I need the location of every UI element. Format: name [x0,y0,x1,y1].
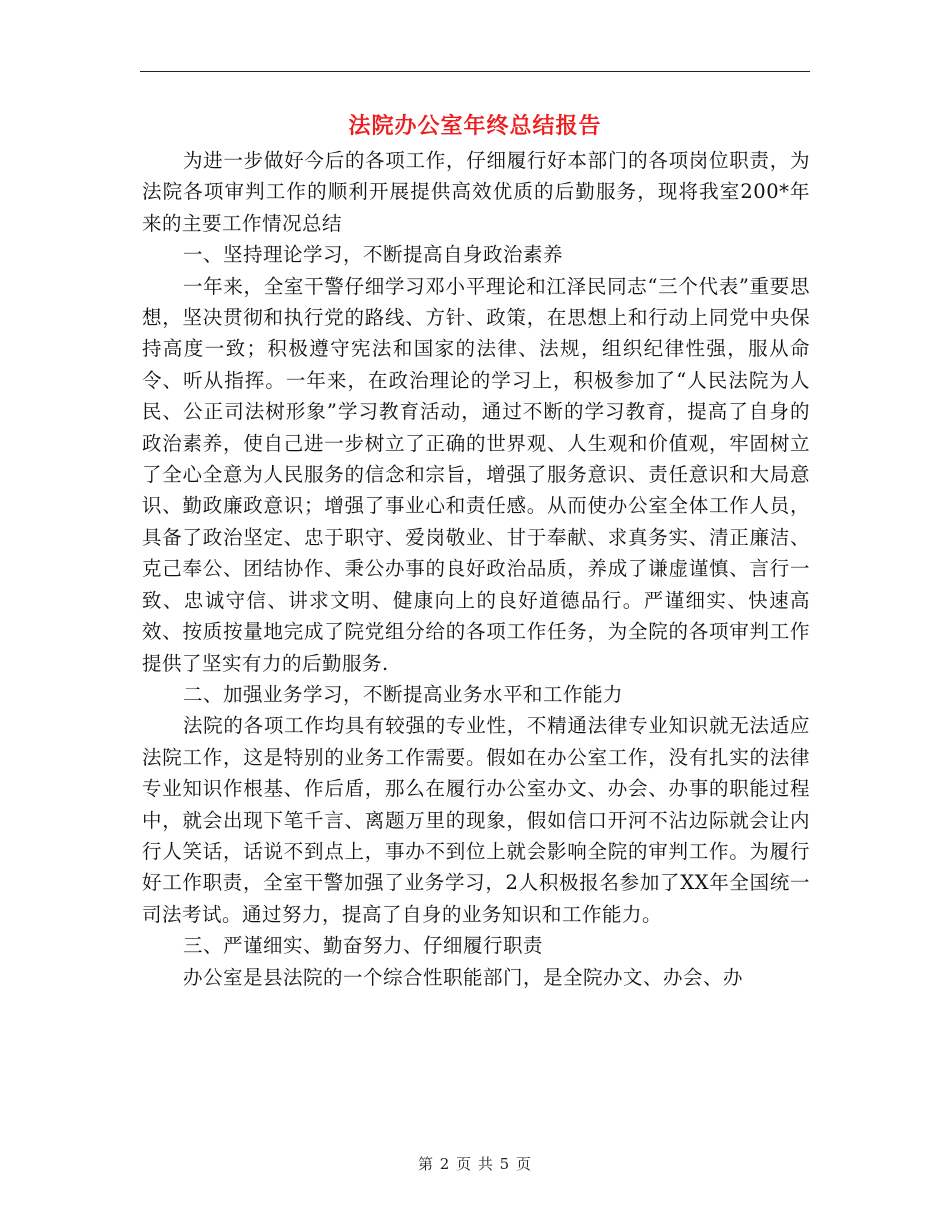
section-heading-1: 一、坚持理论学习，不断提高自身政治素养 [182,243,563,267]
intro-paragraph: 为进一步做好今后的各项工作，仔细履行好本部门的各项岗位职责，为法院各项审判工作的顺利开展提供高效优质的后勤服务，现将我室200*年来的主要工作情况总结 [142,149,810,235]
section-1-paragraph: 一年来，全室干警仔细学习邓小平理论和江泽民同志“三个代表”重要思想，坚决贯彻和执行党的路线、方针、政策，在思想上和行动上同党中央保持高度一致；积极遵守宪法和国家的法律、法规，组织纪律性强，服从命令、听从指挥。一年来，在政治理论的学习上，积极参加了“人民法院为人民、公正司法树形象”学习教育活动，通过不断的学习教育，提高了自身的政治素养，使自己进一步树立了正确的世界观、人生观和价值观，牢固树立了全心全意为人民服务的信念和宗旨，增强了服务意识、责任意识和大局意识、勤政廉政意识；增强了事业心和责任感。从而使办公室全体工作人员，具备了政治坚定、忠于职守、爱岗敬业、甘于奉献、求真务实、清正廉洁、克己奉公、团结协作、秉公办事的良好政治品质，养成了谦虚谨慎、言行一致、忠诚守信、讲求文明、健康向上的良好道德品行。严谨细实、快速高效、按质按量地完成了院党组分给的各项工作任务，为全院的各项审判工作提供了坚实有力的后勤服务. [142,274,810,675]
document-title: 法院办公室年终总结报告 [348,113,602,139]
header-rule [140,71,810,72]
document-body [142,145,810,993]
section-2-paragraph: 法院的各项工作均具有较强的专业性，不精通法律专业知识就无法适应法院工作，这是特别的业务工作需要。假如在办公室工作，没有扎实的法律专业知识作根基、作后盾，那么在履行办公室办文、办会、办事的职能过程中，就会出现下笔千言、离题万里的现象，假如信口开河不沾边际就会让内行人笑话，话说不到点上，事办不到位上就会影响全院的审判工作。为履行好工作职责，全室干警加强了业务学习，2人积极报名参加了XX年全国统一司法考试。通过努力，提高了自身的业务知识和工作能力。 [142,714,810,926]
page-number: 第 2 页 共 5 页 [418,1155,532,1173]
section-heading-2: 二、加强业务学习，不断提高业务水平和工作能力 [182,682,623,706]
section-3-paragraph: 办公室是县法院的一个综合性职能部门，是全院办文、办会、办 [182,965,743,989]
section-heading-3: 三、严谨细实、勤奋努力、仔细履行职责 [182,934,543,958]
